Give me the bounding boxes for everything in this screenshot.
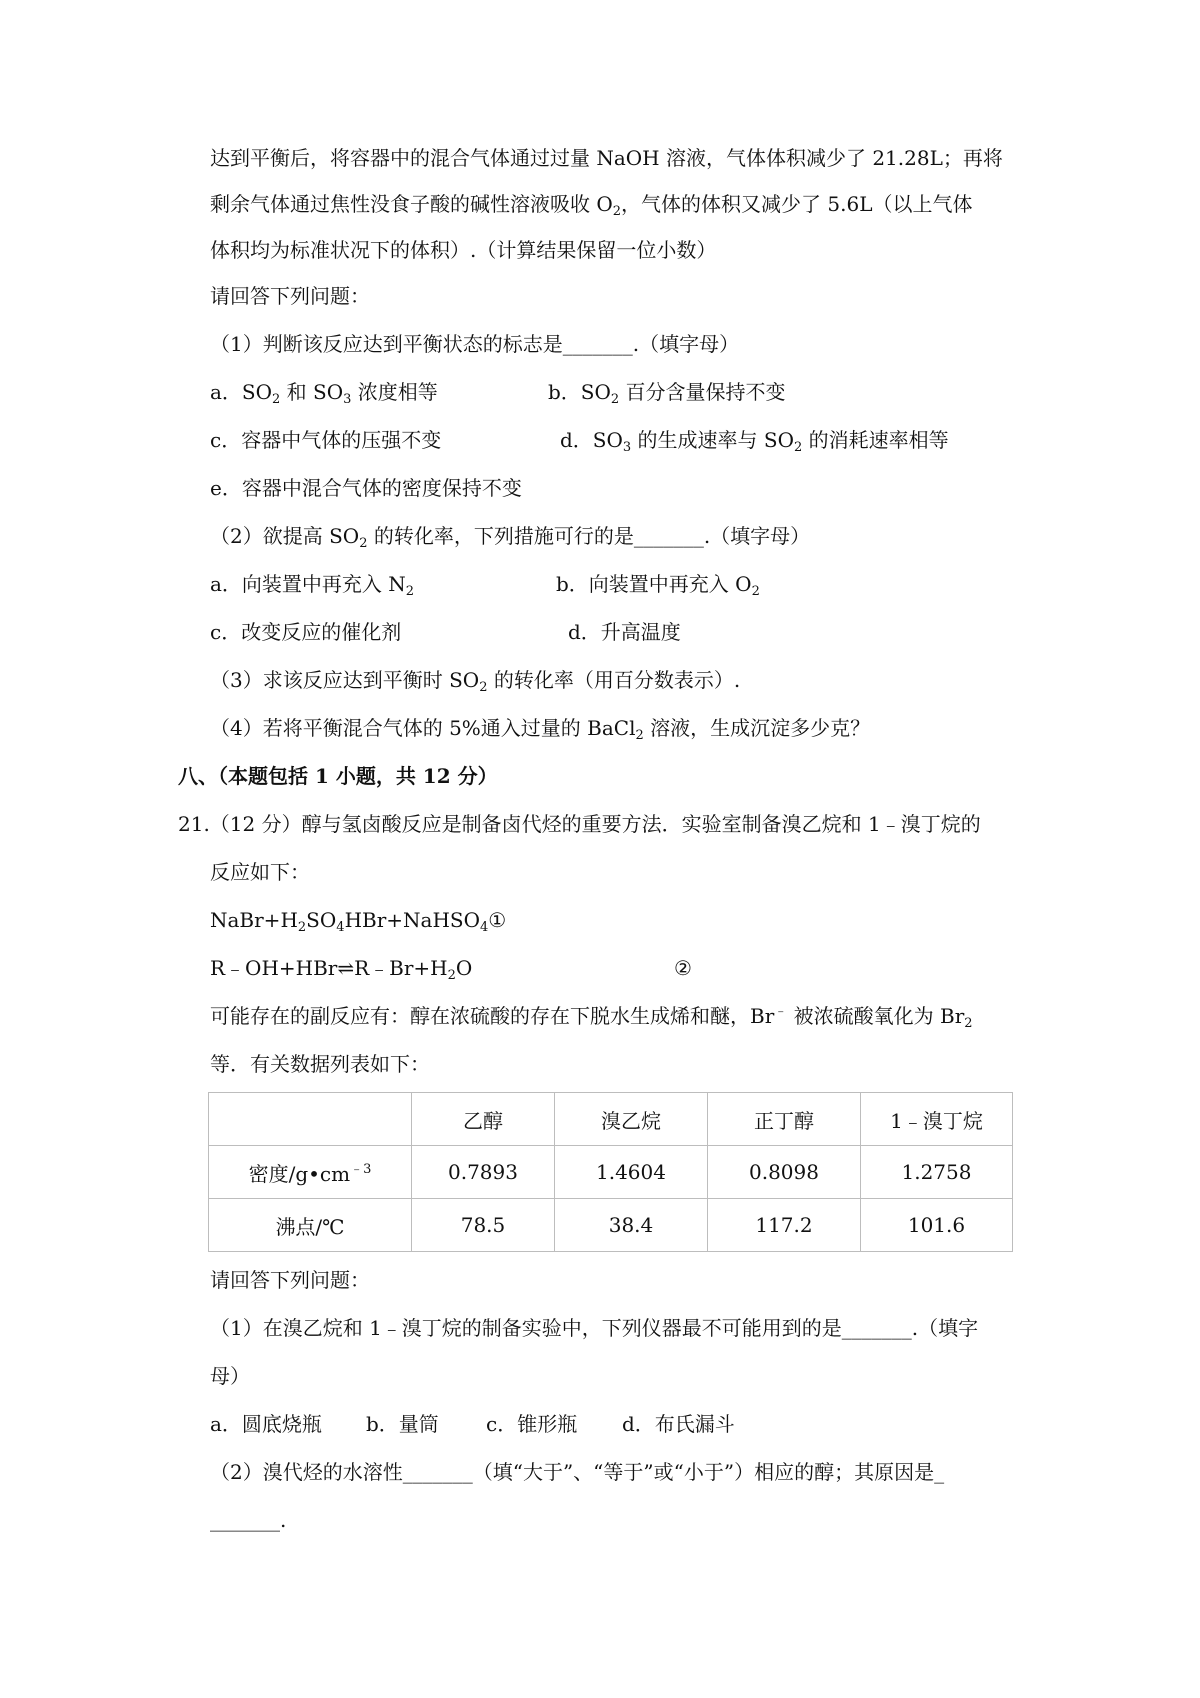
q21-1-option-d: d．布氏漏斗 [622,1412,735,1436]
q20-1-option-e: e．容器中混合气体的密度保持不变 [210,476,522,500]
table-row [209,1146,1013,1199]
section-8-title: 八、（本题包括 1 小题，共 12 分） [178,764,498,788]
table-cell: 101.6 [861,1199,1013,1252]
q21-1-option-c: c．锥形瓶 [486,1412,578,1436]
q20-3: （3）求该反应达到平衡时 $SO_2$ 的转化率（用百分数表示）. [210,668,741,695]
q21-2-line-1: （2）溴代烃的水溶性_______（填“大于”、“等于”或“小于”）相应的醇；其原因是_ [210,1460,945,1484]
q21-line-2: 反应如下： [210,860,310,884]
q20-2-stem: （2）欲提高 $SO_2$ 的转化率，下列措施可行的是_______.（填字母） [210,524,811,551]
table-cell: 117.2 [708,1199,861,1252]
equation-2-number: ② [674,956,692,980]
table-header-cell: 正丁醇 [708,1093,861,1146]
prompt-1: 请回答下列问题： [210,284,370,308]
q20-2-option-b: b．向装置中再充入 $O_2$ [556,572,760,599]
table-header-cell: 溴乙烷 [555,1093,708,1146]
q20-2-option-a: a．向装置中再充入 $N_2$ [210,572,415,599]
side-reaction-line-1: 可能存在的副反应有：醇在浓硫酸的存在下脱水生成烯和醚，Br﹣ 被浓硫酸氧化为 $Br_2$ [210,1004,973,1031]
table-cell: 78.5 [412,1199,555,1252]
intro-line-1: 达到平衡后，将容器中的混合气体通过过量 NaOH 溶液，气体体积减少了 21.28L；再将 [210,146,1003,170]
q21-1-option-a: a．圆底烧瓶 [210,1412,322,1436]
table-cell: 0.8098 [708,1146,861,1199]
table-header-row [209,1093,1013,1146]
q20-1-option-b: b．$SO_2$ 百分含量保持不变 [548,380,786,407]
table-header-cell: 乙醇 [412,1093,555,1146]
data-table [208,1092,1013,1252]
intro-line-3: 体积均为标准状况下的体积）.（计算结果保留一位小数） [210,238,717,262]
q20-4: （4）若将平衡混合气体的 5%通入过量的 BaCl$_2$ 溶液，生成沉淀多少克？ [210,716,871,743]
q21-1-line-2: 母） [210,1364,250,1388]
q20-1-option-c: c．容器中气体的压强不变 [210,428,442,452]
table-header-cell [209,1093,412,1146]
side-reaction-line-2: 等．有关数据列表如下： [210,1052,430,1076]
equation-1: $NaBr+H_2SO_4HBr+NaHSO_4①$ [210,908,507,935]
table-row [209,1199,1013,1252]
q20-1-option-a: a．$SO_2$ 和 $SO_3$ 浓度相等 [210,380,438,407]
q20-1-stem: （1）判断该反应达到平衡状态的标志是_______.（填字母） [210,332,740,356]
table-row-label: 密度$/g•cm^{﹣3}$ [209,1146,412,1199]
q20-2-option-d: d．升高温度 [568,620,681,644]
q21-line-1: 21.（12 分）醇与氢卤酸反应是制备卤代烃的重要方法．实验室制备溴乙烷和 1﹣溴丁烷的 [178,812,981,836]
q20-2-option-c: c．改变反应的催化剂 [210,620,402,644]
equation-2: $R﹣OH+HBr\rightleftharpoons R﹣Br+H_2O$ [210,956,473,983]
table-cell: 1.4604 [555,1146,708,1199]
q21-2-line-2: _______. [210,1508,287,1532]
table-cell: 1.2758 [861,1146,1013,1199]
prompt-2: 请回答下列问题： [210,1268,370,1292]
table-cell: 38.4 [555,1199,708,1252]
q21-1-option-b: b．量筒 [366,1412,439,1436]
q21-1-line-1: （1）在溴乙烷和 1﹣溴丁烷的制备实验中，下列仪器最不可能用到的是_______.（填字 [210,1316,979,1340]
intro-line-2: 剩余气体通过焦性没食子酸的碱性溶液吸收 $O_2$，气体的体积又减少了 5.6L（以上气体 [210,192,973,219]
table-header-cell: 1﹣溴丁烷 [861,1093,1013,1146]
q20-1-option-d: d．$SO_3$ 的生成速率与 $SO_2$ 的消耗速率相等 [560,428,949,455]
table-cell: 0.7893 [412,1146,555,1199]
table-row-label: 沸点/℃ [209,1199,412,1252]
